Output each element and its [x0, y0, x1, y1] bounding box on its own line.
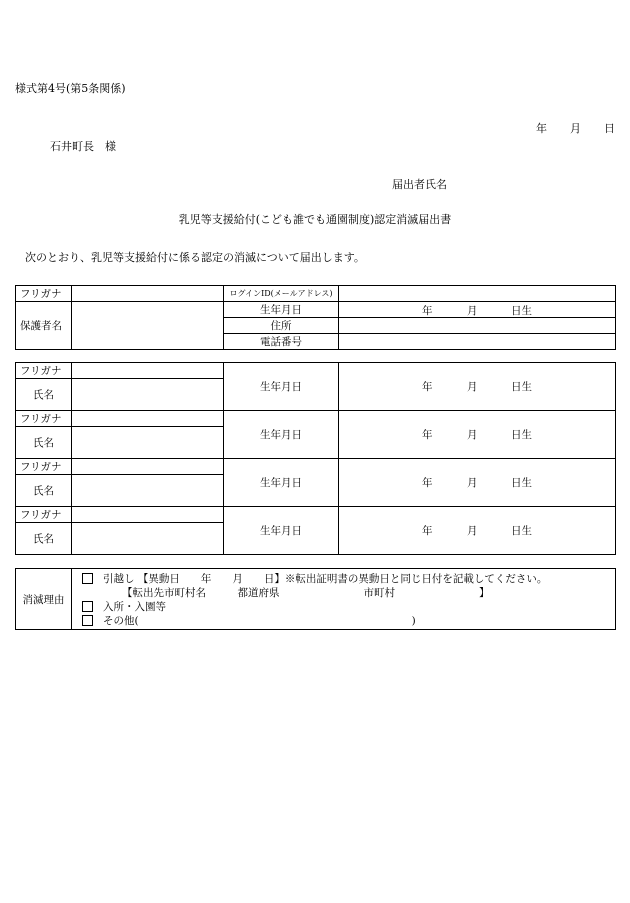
child-birth-field[interactable] [339, 363, 616, 411]
child-birth-label: 生年月日 [224, 459, 339, 507]
child-birth-month: 月 [467, 429, 478, 441]
guardian-birth-day: 日生 [511, 305, 532, 317]
move-checkbox[interactable] [82, 573, 93, 584]
child-furigana-field[interactable] [72, 507, 224, 523]
child-furigana-label: フリガナ [16, 411, 72, 427]
child-name-label: 氏名 [16, 523, 72, 555]
child-birth-day: 日生 [511, 429, 532, 441]
child-name-field[interactable] [72, 523, 224, 555]
children-table [15, 362, 616, 555]
child-birth-year: 年 [422, 477, 433, 489]
child-birth-year: 年 [422, 525, 433, 537]
child-birth-year: 年 [422, 381, 433, 393]
child-birth-year: 年 [422, 429, 433, 441]
other-reason-text: その他( ) [103, 614, 416, 627]
child-name-field[interactable] [72, 427, 224, 459]
child-birth-field[interactable] [339, 507, 616, 555]
child-birth-field[interactable] [339, 411, 616, 459]
date-day: 日 [604, 122, 615, 135]
guardian-name-label: 保護者名 [16, 302, 72, 350]
child-furigana-label: フリガナ [16, 459, 72, 475]
child-name-label: 氏名 [16, 427, 72, 459]
applicant-label: 届出者氏名 [392, 178, 447, 191]
child-name-field[interactable] [72, 379, 224, 411]
reason-label: 消滅理由 [16, 569, 72, 630]
intro-text: 次のとおり、乳児等支援給付に係る認定の消滅について届出します。 [25, 251, 365, 264]
child-furigana-field[interactable] [72, 363, 224, 379]
guardian-furigana-label: フリガナ [16, 286, 72, 302]
child-birth-label: 生年月日 [224, 363, 339, 411]
child-furigana-field[interactable] [72, 459, 224, 475]
child-birth-field[interactable] [339, 459, 616, 507]
date-month: 月 [570, 122, 581, 135]
child-furigana-field[interactable] [72, 411, 224, 427]
move-reason-text: 引越し 【異動日 年 月 日】※転出証明書の異動日と同じ日付を記載してください。 [103, 572, 548, 585]
other-checkbox[interactable] [82, 615, 93, 626]
child-name-field[interactable] [72, 475, 224, 507]
guardian-table [15, 285, 616, 350]
child-name-label: 氏名 [16, 475, 72, 507]
child-birth-day: 日生 [511, 381, 532, 393]
reason-table [15, 568, 616, 630]
child-birth-day: 日生 [511, 525, 532, 537]
addressee: 石井町長 様 [50, 140, 116, 153]
guardian-birth-label: 生年月日 [224, 302, 339, 318]
child-furigana-label: フリガナ [16, 507, 72, 523]
guardian-birth-year: 年 [422, 305, 433, 317]
guardian-name-field[interactable] [72, 302, 224, 350]
address-label: 住所 [224, 318, 339, 334]
phone-field[interactable] [339, 334, 616, 350]
child-birth-label: 生年月日 [224, 411, 339, 459]
child-birth-month: 月 [467, 525, 478, 537]
child-birth-month: 月 [467, 477, 478, 489]
date-year: 年 [536, 122, 547, 135]
child-name-label: 氏名 [16, 379, 72, 411]
phone-label: 電話番号 [224, 334, 339, 350]
child-birth-day: 日生 [511, 477, 532, 489]
child-birth-label: 生年月日 [224, 507, 339, 555]
admission-reason-text: 入所・入園等 [103, 600, 166, 613]
form-number: 様式第4号(第5条関係) [15, 82, 126, 95]
address-field[interactable] [339, 318, 616, 334]
guardian-furigana-field[interactable] [72, 286, 224, 302]
admission-checkbox[interactable] [82, 601, 93, 612]
guardian-birth-field[interactable] [339, 302, 616, 318]
login-id-label: ログインID(メールアドレス) [224, 286, 339, 302]
move-destination-text: 【転出先市町村名 都道府県 市町村 】 [122, 586, 490, 599]
child-birth-month: 月 [467, 381, 478, 393]
document-title: 乳児等支援給付(こども誰でも通園制度)認定消滅届出書 [178, 213, 452, 226]
child-furigana-label: フリガナ [16, 363, 72, 379]
login-id-field[interactable] [339, 286, 616, 302]
guardian-birth-month: 月 [467, 305, 478, 317]
